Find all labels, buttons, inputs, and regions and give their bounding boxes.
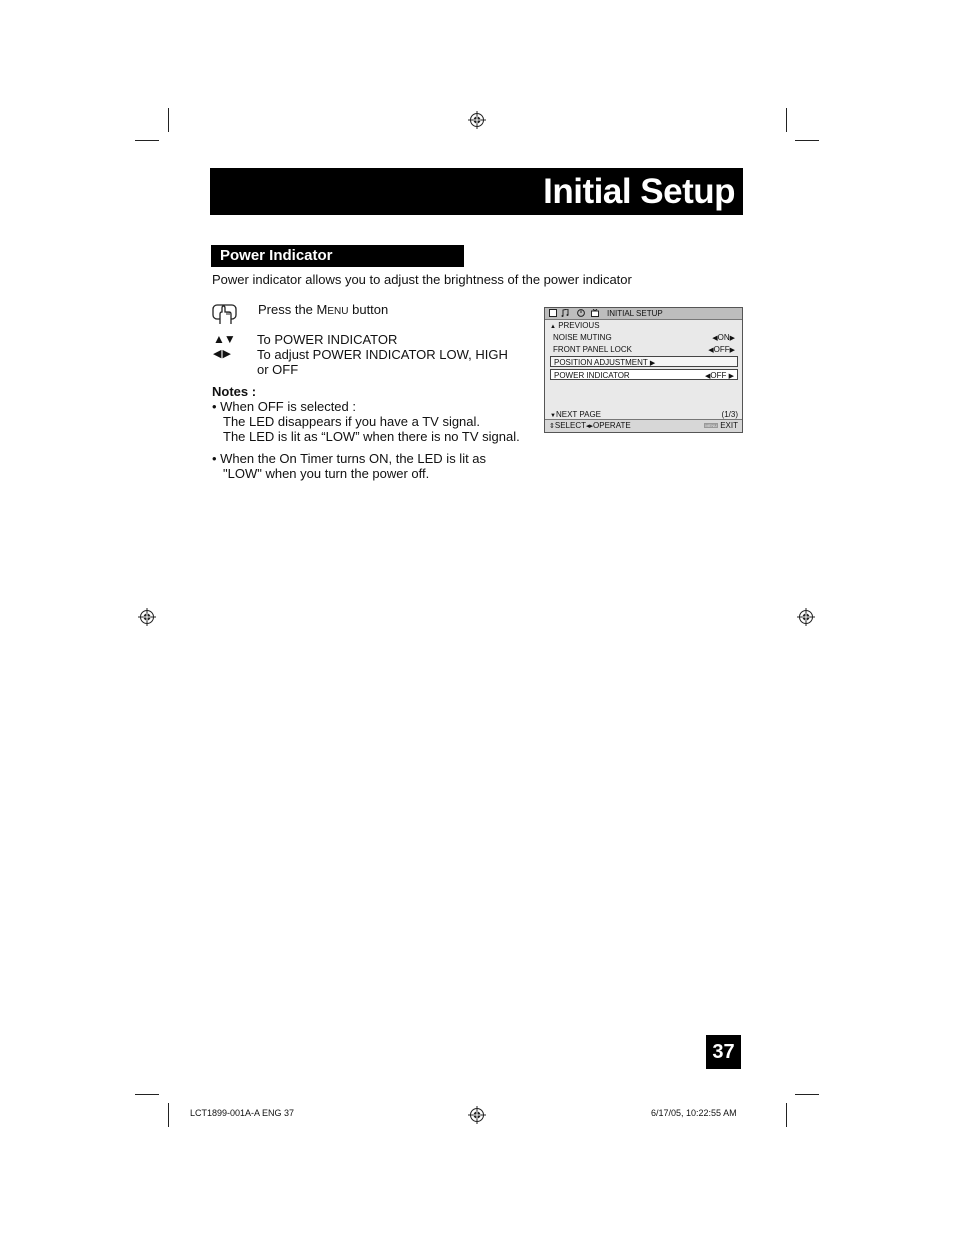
left-arrow-icon: ◀: [704, 373, 711, 380]
step-menu-text: [258, 302, 388, 319]
step-leftright-line1: To adjust POWER INDICATOR LOW, HIGH: [257, 347, 508, 362]
crop-mark: [786, 108, 787, 132]
left-arrow-icon: ◀: [708, 347, 714, 354]
right-arrow-icon: ▶: [728, 373, 734, 380]
step-menu-suffix: button: [348, 302, 389, 317]
step-menu-prefix: Press the: [258, 302, 317, 317]
crop-mark: [135, 140, 159, 141]
section-bar: [211, 245, 464, 267]
note-2-line-1: • When the On Timer turns ON, the LED is lit as: [212, 451, 487, 466]
up-triangle-icon: ▲: [550, 324, 556, 330]
osd-row-value-text: ON: [717, 333, 730, 342]
osd-row-label: FRONT PANEL LOCK: [553, 345, 632, 354]
osd-select-label: SELECT: [554, 421, 586, 430]
osd-next-page-label: NEXT PAGE: [555, 410, 602, 419]
step-updown-text: To POWER INDICATOR: [257, 332, 398, 347]
menu-key-first: M: [316, 302, 328, 317]
left-right-icon: ◂▸: [586, 423, 594, 430]
osd-row-label: NOISE MUTING: [553, 333, 612, 342]
osd-menu-illustration: [544, 307, 743, 433]
up-down-icon: ⇕: [549, 423, 555, 430]
header-bar: [210, 168, 743, 215]
registration-mark-icon: [138, 608, 156, 626]
music-note-icon: [561, 309, 569, 317]
note-1-line-3: The LED is lit as “LOW” when there is no TV signal.: [223, 429, 520, 444]
menu-key-icon: MENU: [705, 423, 717, 429]
osd-row-value: [712, 332, 735, 344]
right-arrow-icon: ▶: [729, 347, 735, 354]
page-title: Initial Setup: [543, 172, 735, 211]
intro-text: Power indicator allows you to adjust the brightness of the power indicator: [212, 272, 632, 287]
osd-row-label: [554, 357, 655, 369]
left-right-arrows-icon: ◀ ▶: [213, 348, 230, 360]
registration-mark-icon: [468, 1106, 486, 1124]
osd-title: INITIAL SETUP: [607, 309, 663, 318]
footer-left: LCT1899-001A-A ENG 37: [190, 1108, 295, 1118]
menu-key-rest: ENU: [327, 306, 349, 317]
osd-bottom-bar: [545, 419, 742, 432]
crop-mark: [135, 1094, 159, 1095]
osd-operate-label: OPERATE: [593, 421, 631, 430]
right-arrow-icon: ▶: [649, 360, 656, 367]
osd-exit-label: EXIT: [720, 421, 738, 430]
osd-title-bar: [545, 308, 742, 320]
osd-row-value-text: OFF: [710, 371, 727, 380]
hand-press-icon: [212, 301, 237, 325]
registration-mark-icon: [468, 111, 486, 129]
step-leftright-line2: or OFF: [257, 362, 299, 377]
right-arrow-icon: ▶: [729, 335, 735, 342]
crop-mark: [786, 1103, 787, 1127]
osd-row-label-text: POSITION ADJUSTMENT: [554, 358, 648, 367]
timer-icon: [577, 309, 585, 317]
osd-previous: [550, 321, 600, 332]
section-title: Power Indicator: [220, 247, 333, 264]
osd-row-label: POWER INDICATOR: [554, 371, 630, 380]
osd-row-position-adjustment: [550, 356, 738, 367]
registration-mark-icon: [797, 608, 815, 626]
left-arrow-icon: ◀: [712, 335, 718, 342]
page-number: 37: [706, 1035, 741, 1069]
notes-heading: Notes :: [212, 384, 257, 399]
osd-previous-label: PREVIOUS: [558, 321, 600, 330]
crop-mark: [795, 140, 819, 141]
osd-row-value: [705, 370, 734, 382]
osd-row-power-indicator: [550, 369, 738, 380]
note-1-line-1: • When OFF is selected :: [212, 399, 356, 414]
note-2-line-2: "LOW" when you turn the power off.: [223, 466, 430, 481]
osd-page-indicator: (1/3): [721, 410, 738, 419]
osd-row-value-text: OFF: [713, 345, 730, 354]
crop-mark: [168, 108, 169, 132]
picture-icon: [549, 309, 557, 317]
osd-exit-hint: [704, 421, 738, 430]
up-down-arrows-icon: ▲▼: [213, 332, 235, 346]
setup-tv-icon: [591, 309, 599, 317]
footer-right: 6/17/05, 10:22:55 AM: [651, 1108, 737, 1118]
crop-mark: [795, 1094, 819, 1095]
osd-row-front-panel-lock: [550, 344, 738, 355]
osd-row-value: [708, 344, 735, 356]
osd-row-noise-muting: [550, 332, 738, 343]
osd-select-hint: [549, 421, 631, 431]
crop-mark: [168, 1103, 169, 1127]
note-1-line-2: The LED disappears if you have a TV signal.: [223, 414, 481, 429]
down-triangle-icon: ▼: [550, 413, 556, 419]
